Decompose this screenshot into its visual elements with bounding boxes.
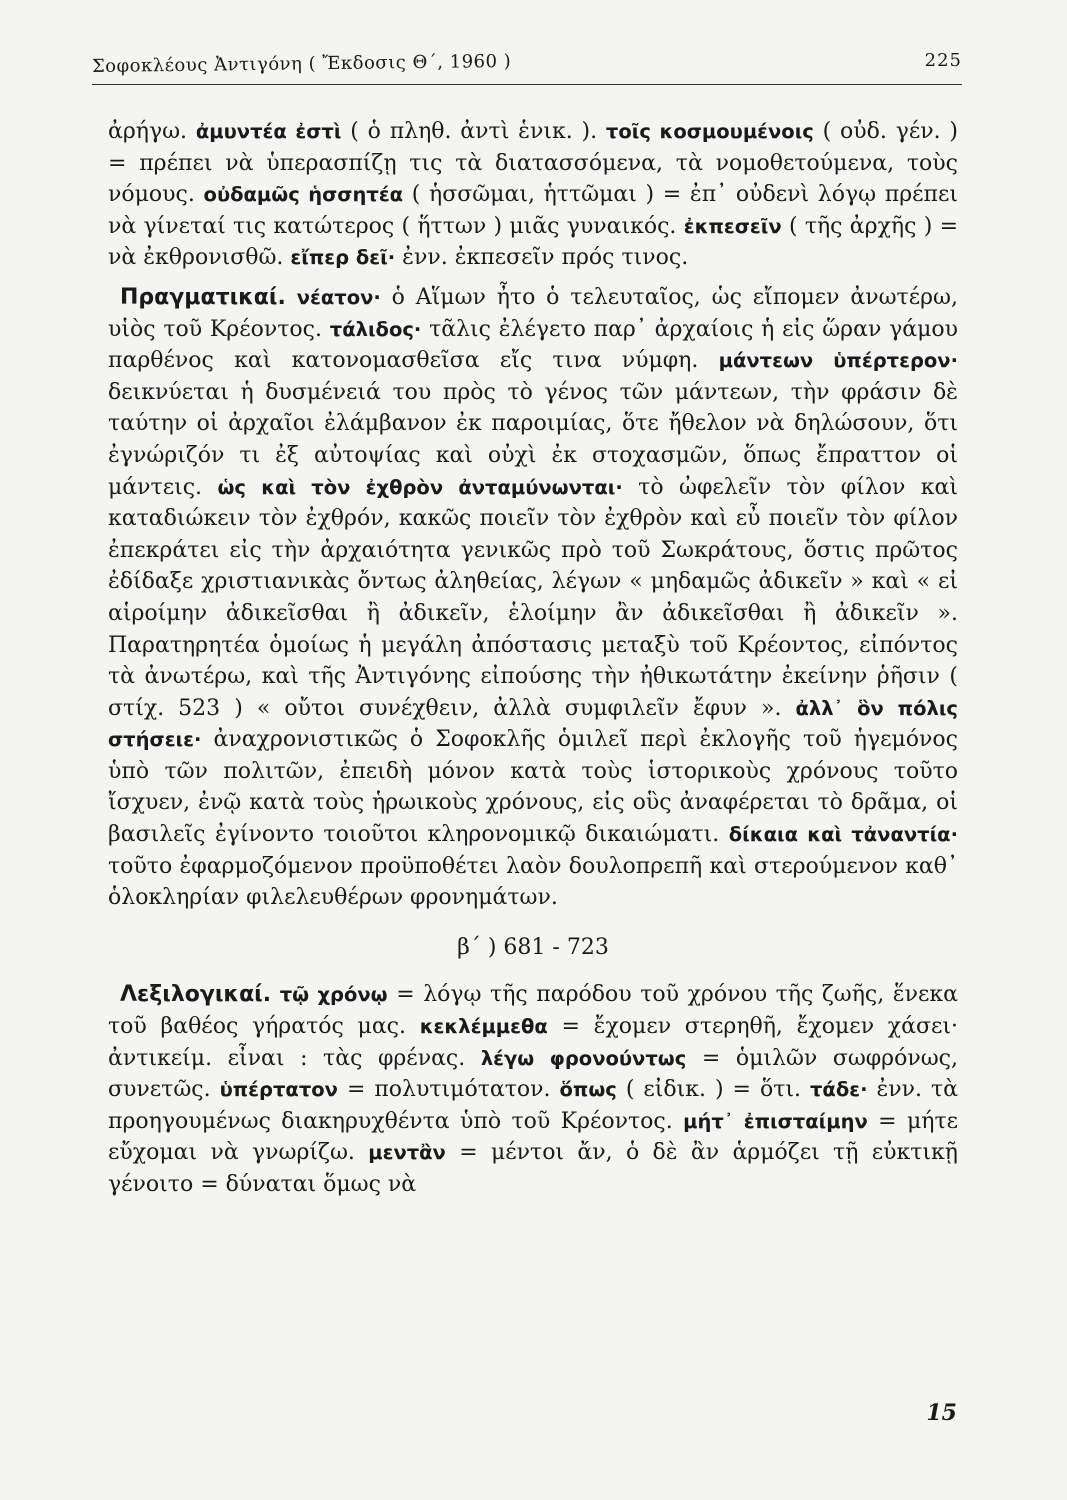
gloss-text: ( οὐδ. γέν. ) = πρέπει νὰ ὑπερασπίζῃ τις τὰ διατασσόμενα, τὰ νομοθετούμενα, τοὺς νόμους. — [108, 119, 959, 208]
gloss-text: ἀρήγω. — [108, 119, 188, 144]
gloss-text: δεικνύεται ἡ δυσμένειά του πρὸς τὸ γένος τῶν μάντεων, τὴν φράσιν δὲ ταύτην οἱ ἀρχαῖοι ἐλάμβανον ἐκ παροιμίας, ὅτε ἤθελον νὰ δηλώσουν, ὅτι ἐγνώριζόν τι ἐξ αὐτοψίας καὶ οὐχὶ ἐκ στοχασμῶν, ὅπως ἔπραττον οἱ μάντεις. — [108, 379, 958, 500]
lemma: τοῖς κοσμουμένοις — [605, 120, 814, 143]
gloss-text: ( τῆς ἀρχῆς ) = νὰ ἐκθρονισθῶ. — [108, 213, 958, 271]
section-heading: Λεξιλογικαί. — [120, 982, 272, 1008]
running-header — [92, 50, 962, 85]
lemma: λέγω φρονούντως — [480, 1046, 687, 1070]
gloss-text: = πολυτιμότατον. — [346, 1077, 551, 1103]
lemma: ὡς καὶ τὸν ἐχθρὸν ἀνταμύνωνται· — [217, 475, 623, 499]
section-marker: β΄ ) 681 - 723 — [457, 934, 609, 960]
lemma: κεκλέμμεθα — [419, 1015, 548, 1039]
lemma: εἴπερ δεῖ· — [290, 246, 396, 270]
gloss-text: = μήτε εὔχομαι νὰ γνωρίζω. — [108, 1108, 959, 1166]
gloss-text: τᾶλις ἐλέγετο παρ᾽ ἀρχαίοις ἡ εἰς ὥραν γάμου παρθένος καὶ κατονομασθεῖσα εἴς τινα νύμφη. — [108, 316, 959, 374]
lemma: οὐδαμῶς ἡσσητέα — [203, 183, 404, 207]
commentary-body — [108, 116, 958, 1201]
lemma: ὅπως — [559, 1078, 617, 1102]
gloss-text: ἐνν. ἐκπεσεῖν πρός τινος. — [402, 245, 689, 271]
lemma: ἀλλ᾽ ὃν πόλις στήσειε· — [108, 696, 958, 752]
lemma: ἀμυντέα ἐστὶ — [195, 120, 342, 143]
lemma: τάλιδος· — [329, 317, 422, 341]
paragraph-pragmatikai — [108, 282, 958, 914]
gloss-text: = μέντοι ἄν, ὁ δὲ ἂν ἁρμόζει τῇ εὐκτικῇ γένοιτο = δύναται ὅμως νὰ — [108, 1140, 958, 1197]
lemma: μάντεων ὑπέρτερον· — [718, 349, 958, 373]
gloss-text: = ἔχομεν στερηθῆ, ἔχομεν χάσει· ἀντικείμ. εἶναι : τὰς φρένας. — [108, 1014, 958, 1071]
lemma: τῷ χρόνῳ — [279, 983, 388, 1007]
paragraph-lexilogikai — [108, 979, 958, 1200]
gloss-text: ( ὁ πληθ. ἀντὶ ἑνικ. ). — [350, 119, 598, 144]
footer-page-number: 15 — [926, 1400, 957, 1426]
gloss-text: = ὁμιλῶν σωφρόνως, συνετῶς. — [108, 1045, 958, 1103]
gloss-text: ὁ Αἵμων ἦτο ὁ τελευταῖος, ὡς εἴπομεν ἀνωτέρω, υἱὸς τοῦ Κρέοντος. — [108, 284, 958, 342]
lemma: μεντἂν — [368, 1141, 446, 1165]
running-header-title: Σοφοκλέους Ἀντιγόνη ( Ἔκδοσις Θ΄, 1960 ) — [91, 50, 512, 77]
lemma: ἐκπεσεῖν — [683, 214, 782, 238]
gloss-text: τοῦτο ἐφαρμοζόμενον προϋποθέτει λαὸν δουλοπρεπῆ καὶ στερούμενον καθ᾽ ὁλοκληρίαν φιλελευθέρων φρονημάτων. — [108, 853, 958, 911]
gloss-text: ἐνν. τὰ προηγουμένως διακηρυχθέντα ὑπὸ τοῦ Κρέοντος. — [108, 1077, 959, 1134]
lemma: ὑπέρτατον — [219, 1078, 338, 1102]
gloss-text: ἀναχρονιστικῶς ὁ Σοφοκλῆς ὁμιλεῖ περὶ ἐκλογῆς τοῦ ἡγεμόνος ὑπὸ τῶν πολιτῶν, ἐπειδὴ μόνον κατὰ τοὺς ἱστορικοὺς χρόνους τοῦτο ἴσχυεν, ἐνῷ κατὰ τοὺς ἡρωικοὺς χρόνους, εἰς οὓς ἀναφέρεται τὸ δρᾶμα, οἱ βασιλεῖς ἐγίνοντο τοιοῦτοι κληρονομικῷ δικαιώματι. — [108, 727, 958, 848]
section-heading: Πραγματικαί. — [120, 284, 286, 310]
lemma: δίκαια καὶ τἀναντία· — [728, 823, 958, 847]
gloss-text: = λόγῳ τῆς παρόδου τοῦ χρόνου τῆς ζωῆς, ἕνεκα τοῦ βαθέος γήρατός μας. — [108, 982, 958, 1040]
gloss-text: τὸ ὠφελεῖν τὸν φίλον καὶ καταδιώκειν τὸν ἐχθρόν, κακῶς ποιεῖν τὸν ἐχθρὸν καὶ εὖ ποιεῖν τὸν φίλον ἐπεκράτει εἰς τὴν ἀρχαιότητα γενικῶς πρὸ τοῦ Σωκράτους, ὅστις πρῶτος ἐδίδαξε χριστιανικὰς ὄντως ἀληθείας, λέγων « μηδαμῶς ἀδικεῖν » καὶ « εἰ αἱροίμην ἀδικεῖσθαι ἢ ἀδικεῖν, ἑλοίμην ἂν ἀδικεῖσθαι ἢ ἀδικεῖν ». Παρατηρητέα ὁμοίως ἡ μεγάλη ἀπόστασις μεταξὺ τοῦ Κρέοντος, εἰπόντος τὰ ἀνωτέρω, καὶ τῆς Ἀντιγόνης εἰπούσης τὴν ἠθικωτάτην ἐκείνην ῥῆσιν ( στίχ. 523 ) « οὔτοι συνέχθειν, ἀλλὰ συμφιλεῖν ἔφυν ». — [108, 474, 959, 721]
lemma: μήτ᾽ ἐπισταίμην — [683, 1109, 868, 1133]
lemma: νέατον· — [296, 285, 381, 309]
paragraph-notes-continued — [108, 116, 958, 274]
header-page-number: 225 — [924, 50, 962, 71]
lemma: τάδε· — [809, 1078, 868, 1102]
gloss-text: ( ἡσσῶμαι, ἡττῶμαι ) = ἐπ᾽ οὐδενὶ λόγῳ πρέπει νὰ γίνεταί τις κατώτερος ( ἥττων ) μιᾶς γυναικός. — [108, 182, 959, 239]
gloss-text: ( εἰδικ. ) = ὅτι. — [625, 1077, 801, 1103]
